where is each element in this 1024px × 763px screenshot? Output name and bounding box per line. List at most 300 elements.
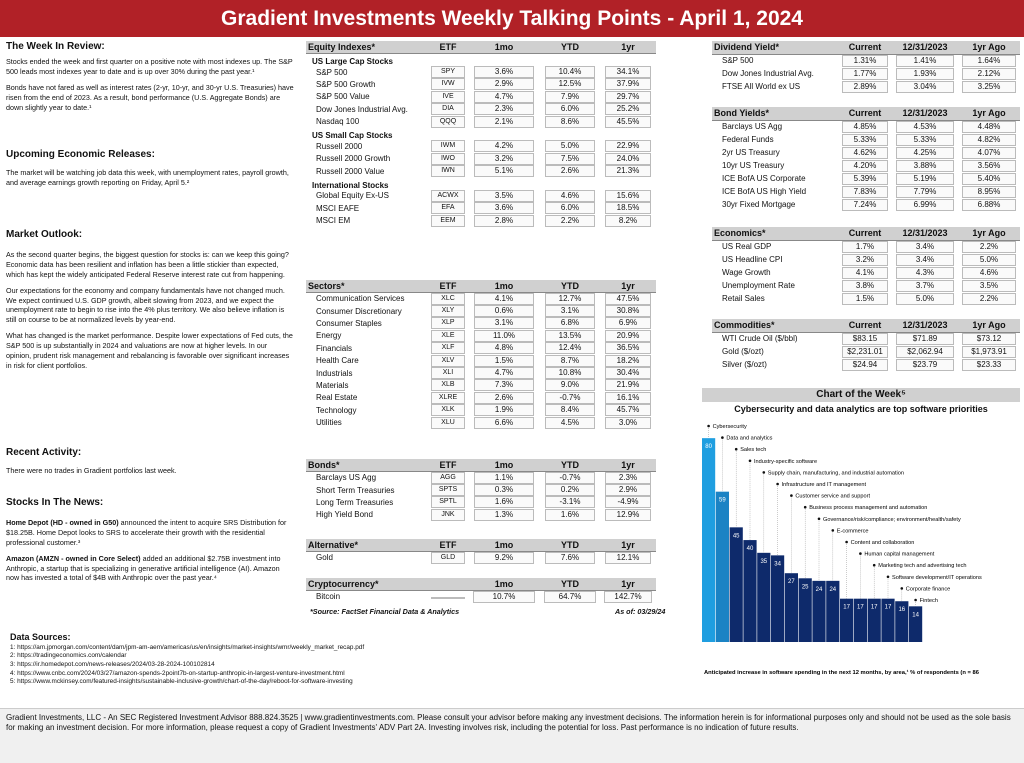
value-cell: 3.5%: [962, 280, 1015, 292]
value-cell: XLC: [431, 293, 464, 305]
row-value: [468, 404, 540, 416]
crypto-header-4: 1yr: [600, 578, 656, 590]
value-cell: 3.6%: [474, 66, 535, 78]
value-cell: 37.9%: [605, 78, 651, 90]
table-row: [306, 78, 656, 90]
table-row: [306, 91, 656, 103]
row-value: [540, 367, 600, 379]
bonds-header-1: ETF: [428, 459, 468, 471]
category-label: Corporate finance: [905, 586, 951, 593]
table-row: [306, 590, 656, 603]
value-cell: 4.1%: [842, 267, 888, 279]
row-value: [428, 292, 468, 305]
value-cell: AGG: [431, 472, 464, 484]
row-label: Dow Jones Industrial Avg.: [316, 104, 408, 114]
value-cell: EFA: [431, 202, 464, 214]
row-value: [428, 140, 468, 152]
row-label: US Real GDP: [722, 242, 772, 252]
value-cell: $24.94: [842, 359, 888, 371]
value-cell: $2,231.01: [842, 346, 888, 358]
table-row: [306, 153, 656, 165]
row-value: [468, 103, 540, 115]
table-row: [306, 317, 656, 329]
row-value: [540, 115, 600, 127]
value-cell: 5.0%: [545, 140, 595, 152]
row-value: [892, 240, 958, 253]
row-value: [958, 240, 1020, 253]
row-value: [540, 484, 600, 496]
value-cell: SPY: [431, 66, 464, 78]
row-value: [540, 202, 600, 214]
source-1: 1: https://am.jpmorgan.com/content/dam/jpm-am-aem/americas/us/en/insights/market-insights/wmr/weekly_market_recap.pdf: [10, 643, 365, 651]
row-value: [838, 253, 892, 266]
bar-value-label: 17: [870, 604, 878, 611]
category-label: Business process management and automation: [809, 505, 928, 512]
table-row: [712, 345, 1020, 358]
sectors-header-4: 1yr: [600, 280, 656, 292]
row-value: [838, 146, 892, 159]
row-value: [428, 305, 468, 317]
value-cell: 6.0%: [545, 202, 595, 214]
value-cell: 45.5%: [605, 116, 651, 128]
value-cell: 10.7%: [473, 591, 536, 603]
row-label: Nasdaq 100: [316, 117, 360, 127]
category-label: Customer service and support: [795, 493, 871, 500]
value-cell: 5.0%: [896, 293, 953, 305]
value-cell: 3.2%: [474, 153, 535, 165]
value-cell: 8.95%: [962, 186, 1015, 198]
table-row: [306, 484, 656, 496]
value-cell: 1.3%: [474, 509, 535, 521]
row-value: [428, 330, 468, 342]
value-cell: 22.9%: [605, 140, 651, 152]
row-value: [958, 172, 1020, 185]
value-cell: 142.7%: [604, 591, 652, 603]
group-label: US Small Cap Stocks: [312, 131, 393, 141]
alternative-header-4: 1yr: [600, 539, 656, 551]
table-row: [306, 379, 656, 391]
row-value: [958, 345, 1020, 358]
row-value: [600, 115, 656, 127]
value-cell: 12.7%: [545, 293, 595, 305]
as-of-date: As of: 03/29/24: [615, 607, 666, 616]
row-value: [958, 159, 1020, 172]
row-value: [600, 91, 656, 103]
value-cell: 1.77%: [842, 68, 888, 80]
equity-header-1: ETF: [428, 41, 468, 53]
row-value: [468, 190, 540, 202]
row-value: [468, 66, 540, 78]
value-cell: $23.79: [896, 359, 953, 371]
crypto-table: [306, 578, 656, 603]
bonds-header-3: YTD: [540, 459, 600, 471]
row-label: ICE BofA US High Yield: [722, 187, 807, 196]
row-value: [892, 80, 958, 93]
table-row: [712, 279, 1020, 292]
news-heading: Stocks In The News:: [6, 497, 104, 508]
week-in-review: [6, 40, 294, 112]
value-cell: 10.8%: [545, 367, 595, 379]
value-cell: 4.82%: [962, 134, 1015, 146]
value-cell: 8.4%: [545, 404, 595, 416]
row-value: [540, 215, 600, 227]
row-value: [838, 240, 892, 253]
value-cell: 2.3%: [605, 472, 651, 484]
value-cell: XLP: [431, 317, 464, 329]
x-axis-label: Anticipated increase in software spending in the next 12 months, by area,¹ % of respondents (n = 86: [704, 670, 979, 676]
row-value: [892, 67, 958, 80]
value-cell: 3.4%: [896, 241, 953, 253]
dividend-yield-header-3: 1yr Ago: [958, 41, 1020, 54]
value-cell: 64.7%: [544, 591, 596, 603]
value-cell: 34.1%: [605, 66, 651, 78]
row-value: [540, 103, 600, 115]
table-row: [712, 172, 1020, 185]
row-label: Long Term Treasuries: [316, 497, 394, 507]
row-value: [468, 202, 540, 214]
value-cell: 21.3%: [605, 165, 651, 177]
commentary-column: [6, 40, 296, 700]
value-cell: 6.8%: [545, 317, 595, 329]
row-value: [958, 292, 1020, 305]
table-row: [306, 392, 656, 404]
row-label: Consumer Discretionary: [316, 306, 402, 316]
commodities-table: [712, 319, 1020, 371]
value-cell: XLF: [431, 342, 464, 354]
bond-yields-header-2: 12/31/2023: [892, 107, 958, 120]
row-value: [838, 120, 892, 133]
table-row: [306, 416, 656, 428]
bar-value-label: 45: [732, 533, 740, 540]
row-value: [958, 279, 1020, 292]
row-value: [892, 345, 958, 358]
value-cell: 3.8%: [842, 280, 888, 292]
row-value: [838, 332, 892, 345]
row-value: [540, 471, 600, 484]
value-cell: -3.1%: [545, 496, 595, 508]
row-label: MSCI EAFE: [316, 203, 360, 213]
table-row: [712, 185, 1020, 198]
row-value: [600, 379, 656, 391]
row-value: [892, 332, 958, 345]
group-label: International Stocks: [312, 180, 389, 190]
value-cell: 6.6%: [474, 417, 535, 429]
row-label: Dow Jones Industrial Avg.: [722, 69, 814, 78]
value-cell: 2.1%: [474, 116, 535, 128]
market-outlook: [6, 228, 294, 371]
upcoming-text: The market will be watching job data this week, with unemployment rates, payroll growth, and average earnings growth reporting on Friday, April 5.²: [6, 167, 289, 187]
row-label: Federal Funds: [722, 135, 774, 144]
value-cell: 5.0%: [962, 254, 1015, 266]
bar-value-label: 17: [843, 604, 850, 611]
source-2: 2: https://tradingeconomics.com/calendar: [10, 652, 127, 660]
table-row: [712, 198, 1020, 211]
row-value: [892, 120, 958, 133]
group-label: US Large Cap Stocks: [312, 56, 393, 66]
row-value: [600, 509, 656, 521]
bond-yields-table: [712, 107, 1020, 211]
row-value: [600, 66, 656, 78]
row-value: [428, 496, 468, 508]
dividend-yield-header-2: 12/31/2023: [892, 41, 958, 54]
row-value: [468, 78, 540, 90]
row-value: [540, 342, 600, 354]
row-value: [838, 54, 892, 67]
news-2-company: Amazon (AMZN - owned in Core Select): [6, 553, 141, 563]
alternative-header-3: YTD: [540, 539, 600, 551]
economics-header-3: 1yr Ago: [958, 227, 1020, 240]
value-cell: 9.2%: [474, 552, 535, 564]
row-label: High Yield Bond: [316, 510, 373, 520]
value-cell: -0.7%: [545, 392, 595, 404]
value-cell: 2.12%: [962, 68, 1015, 80]
value-cell: 8.7%: [545, 355, 595, 367]
value-cell: XLE: [431, 330, 464, 342]
row-value: [958, 253, 1020, 266]
value-cell: 1.6%: [545, 509, 595, 521]
row-value: [600, 551, 656, 564]
row-label: Financials: [316, 343, 353, 353]
equity-header-2: 1mo: [468, 41, 540, 53]
value-cell: XLU: [431, 417, 464, 429]
row-value: [958, 266, 1020, 279]
row-value: [540, 354, 600, 366]
value-cell: 5.19%: [896, 173, 953, 185]
news-1-company: Home Depot (HD - owned in G50): [6, 517, 119, 527]
value-cell: 18.2%: [605, 355, 651, 367]
value-cell: 12.9%: [605, 509, 651, 521]
value-cell: IWN: [431, 165, 464, 177]
row-value: [428, 115, 468, 127]
row-value: [958, 67, 1020, 80]
row-value: [540, 590, 600, 603]
dividend-yield-table: [712, 41, 1020, 93]
bonds-header-4: 1yr: [600, 459, 656, 471]
value-cell: 4.7%: [474, 91, 535, 103]
row-value: [958, 198, 1020, 211]
row-label: Consumer Staples: [316, 318, 382, 328]
category-label: Sales tech: [740, 447, 767, 454]
row-value: [428, 202, 468, 214]
value-cell: 36.5%: [605, 342, 651, 354]
bar-value-label: 14: [912, 612, 919, 619]
value-cell: 13.5%: [545, 330, 595, 342]
row-label: Industrials: [316, 368, 353, 378]
row-label: Short Term Treasuries: [316, 485, 395, 495]
category-label: Fintech: [919, 598, 938, 604]
value-cell: 7.79%: [896, 186, 953, 198]
row-value: [600, 496, 656, 508]
row-value: [428, 342, 468, 354]
source-5: 5: https://www.mckinsey.com/featured-insights/sustainable-inclusive-growth/chart-of-the-day/reboot-for-software-investing: [10, 678, 353, 686]
row-label: Russell 2000 Value: [316, 166, 385, 176]
crypto-header-0: Cryptocurrency*: [306, 578, 428, 590]
value-cell: 15.6%: [605, 190, 651, 202]
row-value: [428, 379, 468, 391]
row-value: [468, 551, 540, 564]
row-value: [958, 185, 1020, 198]
table-row: [712, 54, 1020, 67]
table-row: [306, 367, 656, 379]
value-cell: XLRE: [431, 392, 464, 404]
row-label: Russell 2000 Growth: [316, 154, 391, 164]
table-row: [712, 253, 1020, 266]
row-label: Utilities: [316, 418, 342, 428]
value-cell: 4.25%: [896, 147, 953, 159]
row-value: [838, 358, 892, 371]
row-label: Technology: [316, 405, 357, 415]
value-cell: 4.62%: [842, 147, 888, 159]
value-cell: 47.5%: [605, 293, 651, 305]
week-in-review-p2: Bonds have not fared as well as interest rates (2-yr, 10-yr, and 30-yr U.S. Treasuries) have risen from the end of 2023. As a result, bond performance (U.S. Aggregate Bonds) are down slightly year to date.¹: [6, 82, 294, 112]
value-cell: 1.5%: [474, 355, 535, 367]
row-value: [540, 392, 600, 404]
bar-value-label: 25: [801, 584, 809, 591]
row-value: [600, 140, 656, 152]
value-cell: 45.7%: [605, 404, 651, 416]
row-value: [428, 66, 468, 78]
row-value: [540, 416, 600, 428]
row-value: [540, 305, 600, 317]
footer-disclaimer: Gradient Investments, LLC - An SEC Registered Investment Advisor 888.824.3525 | www.gradientinvestments.com. Please consult your advisor before making any investment decisions. The information herein is for informational purposes only and should not be used as the sole basis for making an investment decision. For more information, please request a copy of Gradient Investments' ADV Part 2A. Investing involves risk, including the potential for loss. Past performance is no indication of future results.: [0, 708, 1024, 763]
alternative-header-0: Alternative*: [306, 539, 428, 551]
row-value: [428, 509, 468, 521]
row-value: [540, 509, 600, 521]
value-cell: XLB: [431, 379, 464, 391]
value-cell: 4.3%: [896, 267, 953, 279]
row-value: [838, 159, 892, 172]
table-row: [306, 342, 656, 354]
bar-2: [716, 492, 729, 642]
sectors-header-0: Sectors*: [306, 280, 428, 292]
bond-yields-header-3: 1yr Ago: [958, 107, 1020, 120]
table-row: [712, 292, 1020, 305]
row-value: [838, 67, 892, 80]
row-label: 2yr US Treasury: [722, 148, 780, 157]
row-label: Gold: [316, 553, 333, 563]
value-cell: 3.56%: [962, 160, 1015, 172]
value-cell: 1.41%: [896, 55, 953, 67]
category-label: Marketing tech and advertising tech: [878, 563, 967, 570]
bar-value-label: 24: [815, 586, 823, 593]
value-cell: 3.2%: [842, 254, 888, 266]
row-value: [958, 120, 1020, 133]
row-value: [600, 153, 656, 165]
value-cell: 3.7%: [896, 280, 953, 292]
row-value: [428, 78, 468, 90]
table-row: [306, 115, 656, 127]
bar-value-label: 16: [898, 607, 906, 614]
value-cell: 16.1%: [605, 392, 651, 404]
category-label: Infrastructure and IT management: [781, 482, 867, 488]
row-value: [468, 165, 540, 177]
row-value: [428, 91, 468, 103]
row-value: [428, 317, 468, 329]
row-value: [540, 292, 600, 305]
table-row: [712, 67, 1020, 80]
row-value: [958, 332, 1020, 345]
row-value: [600, 190, 656, 202]
row-value: [600, 165, 656, 177]
row-value: [540, 190, 600, 202]
value-cell: 7.24%: [842, 199, 888, 211]
value-cell: 4.6%: [962, 267, 1015, 279]
value-cell: 6.0%: [545, 103, 595, 115]
row-value: [892, 146, 958, 159]
value-cell: 3.1%: [474, 317, 535, 329]
week-in-review-heading: The Week In Review:: [6, 41, 105, 52]
equity-header-4: 1yr: [600, 41, 656, 53]
value-cell: 5.33%: [842, 134, 888, 146]
value-cell: 2.2%: [962, 293, 1015, 305]
value-cell: 30.4%: [605, 367, 651, 379]
alternative-table: [306, 539, 656, 564]
value-cell: 30.8%: [605, 305, 651, 317]
news-1-text: announced the intent to acquire SRS Distribution for $18.25B. Home Depot looks to SRS to accelerate their growth with the residential professional customer.³: [6, 517, 287, 547]
row-label: Gold ($/ozt): [722, 347, 764, 356]
bar-value-label: 34: [774, 561, 781, 568]
row-value: [838, 80, 892, 93]
row-value: [892, 253, 958, 266]
row-value: [600, 471, 656, 484]
row-value: [600, 484, 656, 496]
page-title: Gradient Investments Weekly Talking Points - April 1, 2024: [0, 0, 1024, 37]
value-cell: $1,973.91: [962, 346, 1015, 358]
bar-value-label: 40: [746, 546, 754, 553]
row-value: [892, 185, 958, 198]
table-row: [306, 103, 656, 115]
row-label: WTI Crude Oil ($/bbl): [722, 334, 798, 344]
value-cell: 1.5%: [842, 293, 888, 305]
row-value: [600, 292, 656, 305]
value-cell: -0.7%: [545, 472, 595, 484]
bar-value-label: 24: [829, 586, 837, 593]
value-cell: 2.6%: [474, 392, 535, 404]
row-value: [838, 172, 892, 185]
value-cell: IWM: [431, 140, 464, 152]
row-label: 30yr Fixed Mortgage: [722, 200, 796, 209]
row-value: [892, 266, 958, 279]
row-label: US Headline CPI: [722, 255, 783, 264]
row-label: Unemployment Rate: [722, 281, 795, 290]
value-cell: 8.2%: [605, 215, 651, 227]
category-label: Data and analytics: [726, 435, 773, 442]
row-value: [468, 91, 540, 103]
value-cell: ACWX: [431, 190, 464, 202]
value-cell: 10.4%: [545, 66, 595, 78]
row-value: [540, 165, 600, 177]
bar-value-label: 80: [705, 444, 712, 451]
row-value: [958, 54, 1020, 67]
economics-table: [712, 227, 1020, 305]
value-cell: 0.2%: [545, 484, 595, 496]
table-row: [306, 66, 656, 78]
category-label: Software development/IT operations: [892, 574, 982, 581]
category-label: Cybersecurity: [712, 424, 747, 430]
row-value: [468, 590, 540, 603]
table-row: [306, 471, 656, 484]
row-value: [428, 551, 468, 564]
row-value: [468, 330, 540, 342]
row-value: [428, 392, 468, 404]
table-row: [712, 133, 1020, 146]
value-cell: XLY: [431, 305, 464, 317]
bar-1: [702, 438, 715, 642]
table-row: [306, 165, 656, 177]
value-cell: 6.88%: [962, 199, 1015, 211]
row-value: [540, 66, 600, 78]
value-cell: 4.07%: [962, 147, 1015, 159]
